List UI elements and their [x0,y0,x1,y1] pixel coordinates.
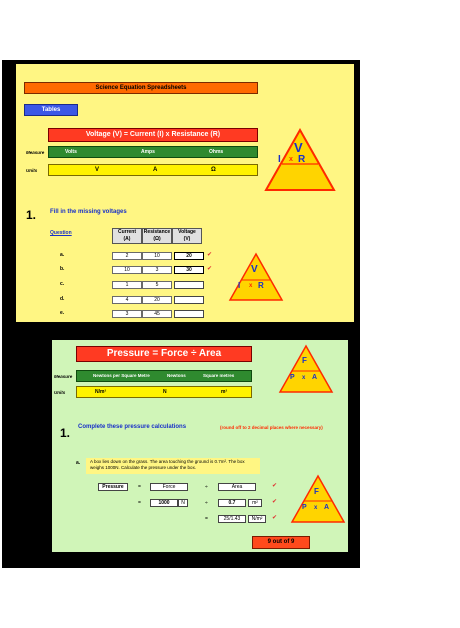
resistance-cell: 3 [142,266,172,274]
equals-sign: = [138,500,141,506]
voltage-sheet [16,64,354,322]
measure-ohms: Ohms [209,149,224,155]
score-badge: 9 out of 9 [252,536,310,549]
voltage-input[interactable] [174,281,204,289]
header-voltage-l2: (V) [183,236,191,242]
units-label: Units [26,168,38,173]
vir-triangle-2-icon [228,252,284,302]
unit-v: V [95,167,100,173]
tri2-right: R [258,281,264,290]
pressure-formula: Pressure = Force ÷ Area [76,346,252,362]
tri3-right: A [312,374,318,381]
unit-n: N [163,389,167,395]
unit-ohm: Ω [211,167,216,173]
header-voltage [172,228,202,244]
measure-bar [48,146,258,158]
result-unit-input[interactable]: N/m² [248,515,266,523]
unit-npm2: N/m² [95,389,107,395]
measure-label: Measure [54,374,73,379]
current-cell: 1 [112,281,142,289]
area-box: Area [218,483,256,491]
measure-npsm: Newtons per Square Metre [93,373,150,378]
tri3-left: P [290,374,295,381]
tri2-left: I [238,281,241,290]
voltage-input[interactable] [174,310,204,318]
tri3-op: x [302,375,306,381]
measure-amps: Amps [141,149,155,155]
tri1-op: x [289,156,293,163]
tables-button[interactable]: Tables [24,104,78,116]
tri1-top: V [294,140,303,155]
unit-a: A [153,167,158,173]
resistance-cell: 45 [142,310,172,318]
tri2-top: V [251,264,258,275]
current-cell: 4 [112,296,142,304]
units-label: Units [54,390,66,395]
row-label: c. [60,281,65,287]
tri2-op: x [249,283,253,289]
voltage-input[interactable]: 30 [174,266,204,274]
question-title: Complete these pressure calculations [78,424,187,430]
tri4-top: F [314,487,319,496]
header-current [112,228,142,244]
header-resistance-l1: Resistance [143,229,171,235]
question-number: 1. [60,426,71,440]
force-box: Force [150,483,188,491]
resistance-cell: 10 [142,252,172,260]
area-value-input[interactable]: 0.7 [218,499,246,507]
check-icon: ✔ [272,499,278,505]
measure-sqm: Square metres [203,373,235,378]
header-resistance-l2: (Ω) [153,236,161,242]
measure-newtons: Newtons [167,373,186,378]
header-voltage-l1: Voltage [178,229,196,235]
row-label: a. [60,252,65,258]
resistance-cell: 5 [142,281,172,289]
force-value-input[interactable]: 1000 [150,499,178,507]
row-label: e. [60,310,65,316]
row-label: b. [60,266,65,272]
pressure-box: Pressure [98,483,128,491]
check-icon: ✔ [207,266,213,272]
current-cell: 10 [112,266,142,274]
current-cell: 3 [112,310,142,318]
units-bar [76,386,252,398]
fpa-triangle-icon [278,344,334,394]
row-label: d. [60,296,65,302]
voltage-formula: Voltage (V) = Current (I) x Resistance (R) [48,128,258,142]
question-number: 1. [26,208,37,222]
header-current-l1: Current [117,229,137,235]
header-current-l2: (A) [123,236,131,242]
area-unit-input[interactable]: m² [248,499,262,507]
tri3-top: F [302,356,307,365]
sheet-title: Science Equation Spreadsheets [24,82,258,94]
tri4-right: A [324,504,330,511]
current-cell: 2 [112,252,142,260]
part-text: A box lies down on the grass. The area touching the ground is 0.7m². The box weighs 1000N. Calculate the pressure under the box. [86,458,260,474]
measure-label: Measure [26,150,45,155]
voltage-input[interactable] [174,296,204,304]
measure-volts: Volts [65,149,77,155]
rounding-note: (round off to 2 decimal places where necessary) [220,425,323,430]
question-title: Fill in the missing voltages [50,209,127,215]
units-bar [48,164,258,176]
divide-sign: ÷ [205,500,208,506]
measure-bar [76,370,252,382]
tri1-left: I [278,154,281,165]
tri4-left: P [302,504,307,511]
result-value-input[interactable]: 25/1.43 [218,515,246,523]
equals-sign: = [138,484,141,490]
tri1-right: R [298,154,306,165]
part-label: a. [76,460,81,466]
divide-sign: ÷ [205,484,208,490]
header-resistance [142,228,172,244]
voltage-input[interactable]: 20 [174,252,204,260]
unit-m2: m² [221,389,228,395]
fpa-triangle-2-icon [290,474,346,524]
check-icon: ✔ [272,483,278,489]
check-icon: ✔ [272,515,278,521]
check-icon: ✔ [207,252,213,258]
resistance-cell: 20 [142,296,172,304]
equals-sign: = [205,516,208,522]
force-unit-input[interactable]: N [178,499,188,507]
question-col-header: Question [50,230,72,236]
tri4-op: x [314,505,318,511]
pressure-sheet [52,340,348,552]
